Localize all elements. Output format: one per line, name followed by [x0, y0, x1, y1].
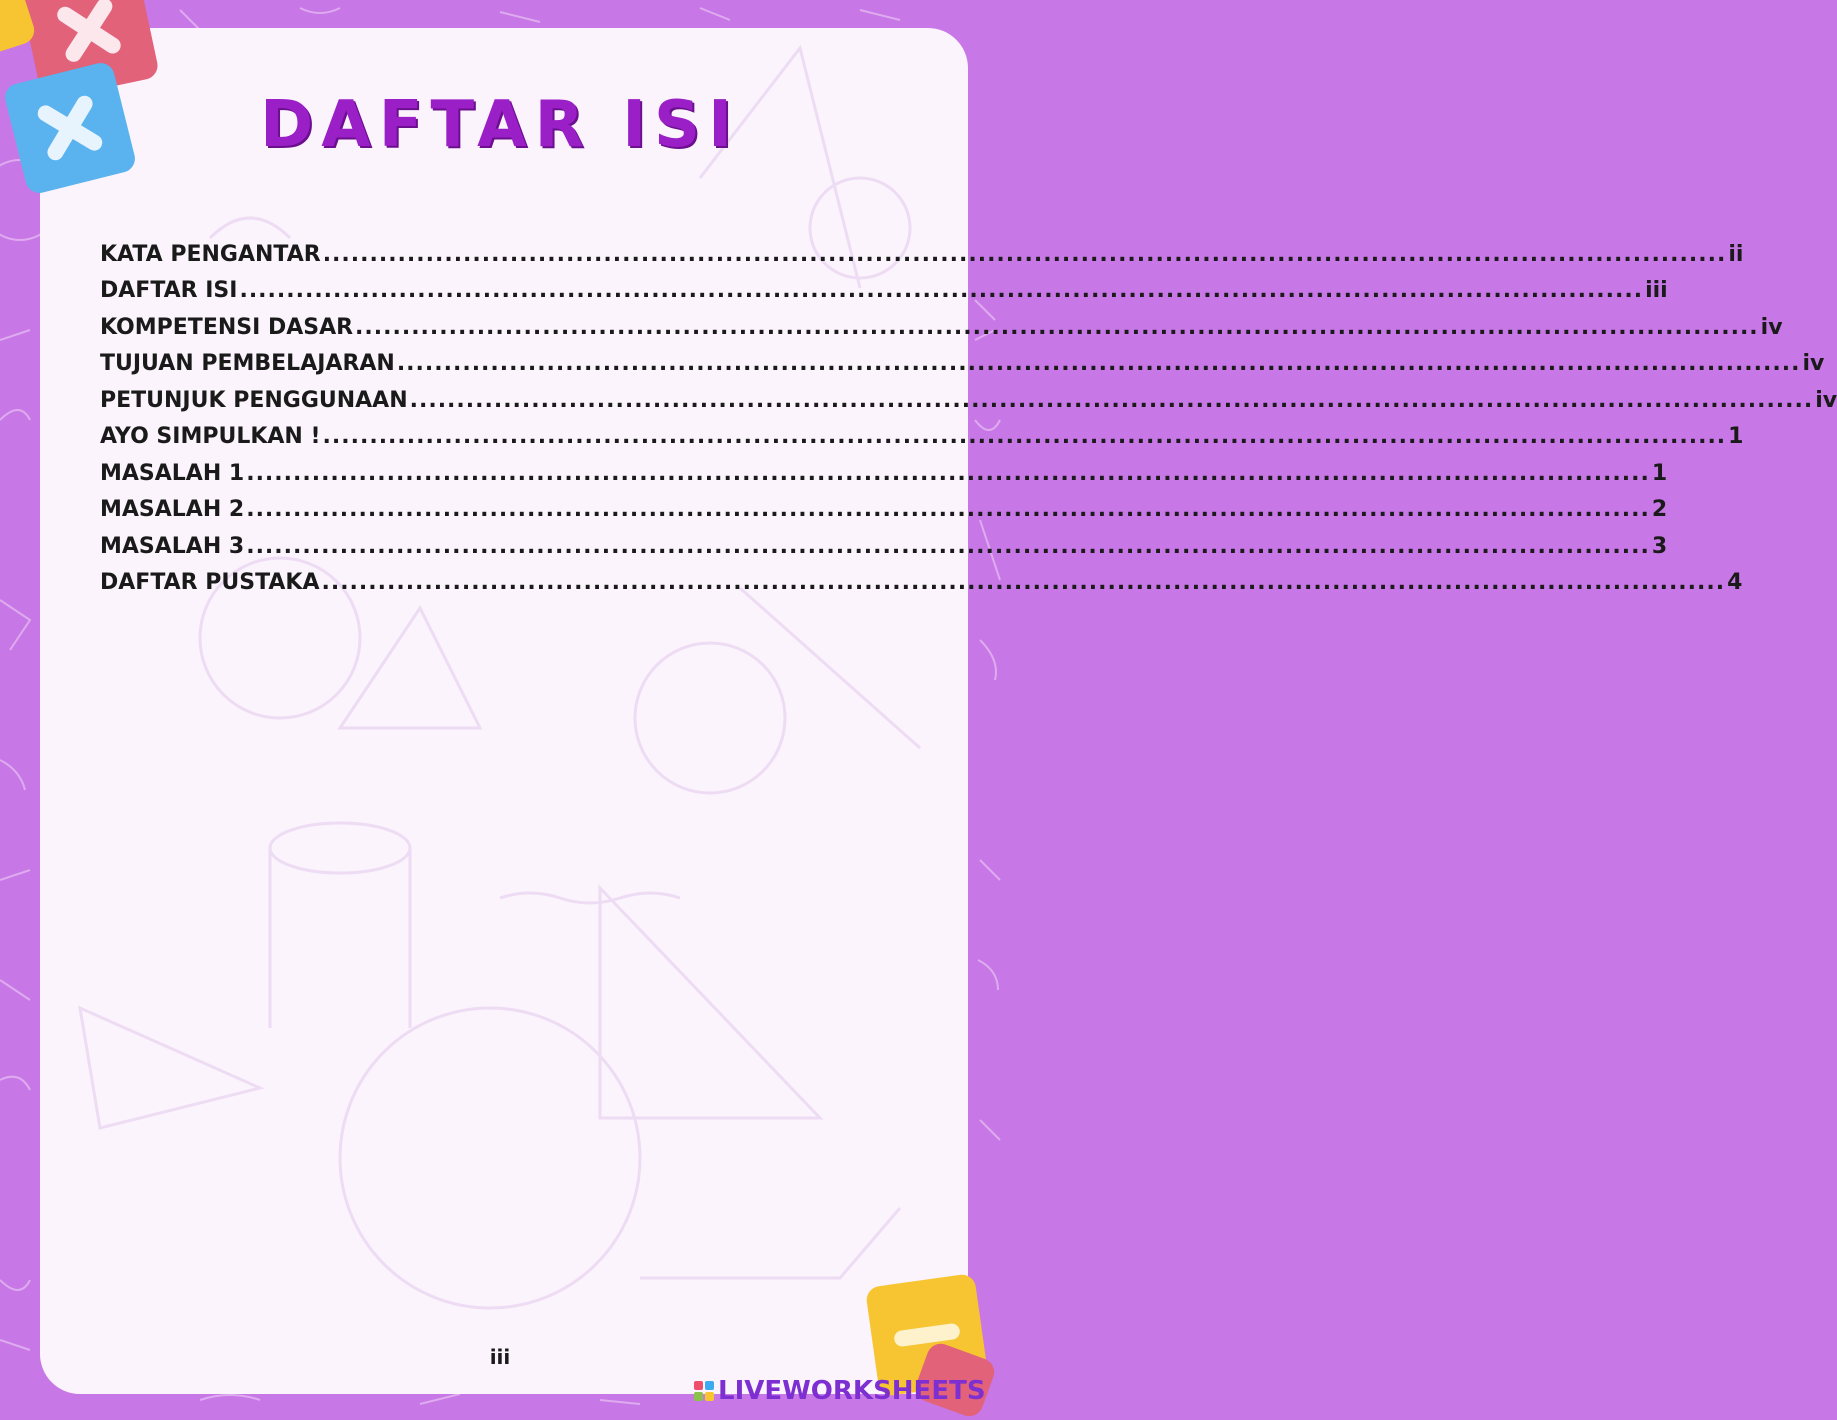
toc-leader-dots: ......................................................................................................................................................	[396, 351, 1801, 376]
toc-entry[interactable]	[100, 455, 1668, 492]
page-title: DAFTAR ISI	[260, 88, 740, 162]
toc-entry-page: 4	[1727, 570, 1743, 595]
toc-entry[interactable]	[100, 346, 1825, 383]
toc-entry-label: MASALAH 1	[100, 460, 245, 486]
page-watermark-doodles	[40, 28, 968, 1394]
toc-entry-page: iv	[1802, 351, 1825, 376]
toc-entry-label: PETUNJUK PENGGUNAAN	[100, 387, 408, 413]
toc-leader-dots: ......................................................................................................................................................	[246, 460, 1650, 486]
liveworksheets-watermark	[694, 1374, 986, 1408]
toc-leader-dots: ......................................................................................................................................................	[409, 387, 1814, 413]
toc-entry-label: AYO SIMPULKAN !	[100, 424, 321, 449]
toc-entry[interactable]	[100, 492, 1668, 529]
toc-entry-label: DAFTAR ISI	[100, 278, 238, 303]
toc-entry[interactable]	[100, 273, 1668, 310]
toc-entry-label: MASALAH 3	[100, 533, 245, 559]
toc-entry[interactable]	[100, 382, 1837, 419]
toc-entry-page: ii	[1728, 241, 1744, 267]
toc-entry[interactable]	[100, 528, 1668, 565]
toc-leader-dots: ......................................................................................................................................................	[246, 497, 1650, 522]
toc-entry-page: 1	[1651, 460, 1668, 486]
toc-leader-dots: ......................................................................................................................................................	[322, 424, 1727, 449]
toc-leader-dots: ......................................................................................................................................................	[246, 533, 1650, 559]
page-number: iii	[489, 1345, 511, 1369]
toc-leader-dots: ......................................................................................................................................................	[355, 314, 1759, 340]
toc-entry-page: 2	[1651, 497, 1668, 522]
toc-entry[interactable]	[100, 236, 1744, 273]
toc-leader-dots: ......................................................................................................................................................	[239, 278, 1644, 303]
toc-entry[interactable]	[100, 419, 1744, 456]
toc-leader-dots: ......................................................................................................................................................	[321, 570, 1726, 595]
toc-leader-dots: ......................................................................................................................................................	[322, 241, 1727, 267]
toc-entry[interactable]	[100, 565, 1743, 602]
toc-entry-label: KOMPETENSI DASAR	[100, 314, 354, 340]
liveworksheets-logo-icon	[694, 1381, 714, 1401]
watermark-text: LIVEWORKSHEETS	[718, 1376, 986, 1406]
table-of-contents	[100, 236, 1837, 601]
toc-entry-page: iii	[1645, 278, 1668, 303]
toc-entry-page: 1	[1728, 424, 1744, 449]
toc-entry-page: iv	[1815, 387, 1837, 413]
toc-entry-label: MASALAH 2	[100, 497, 245, 522]
toc-entry-label: TUJUAN PEMBELAJARAN	[100, 351, 395, 376]
toc-entry-label: KATA PENGANTAR	[100, 241, 321, 267]
toc-entry-page: iv	[1760, 314, 1783, 340]
toc-entry-page: 3	[1651, 533, 1668, 559]
toc-entry[interactable]	[100, 309, 1783, 346]
toc-entry-label: DAFTAR PUSTAKA	[100, 570, 320, 595]
